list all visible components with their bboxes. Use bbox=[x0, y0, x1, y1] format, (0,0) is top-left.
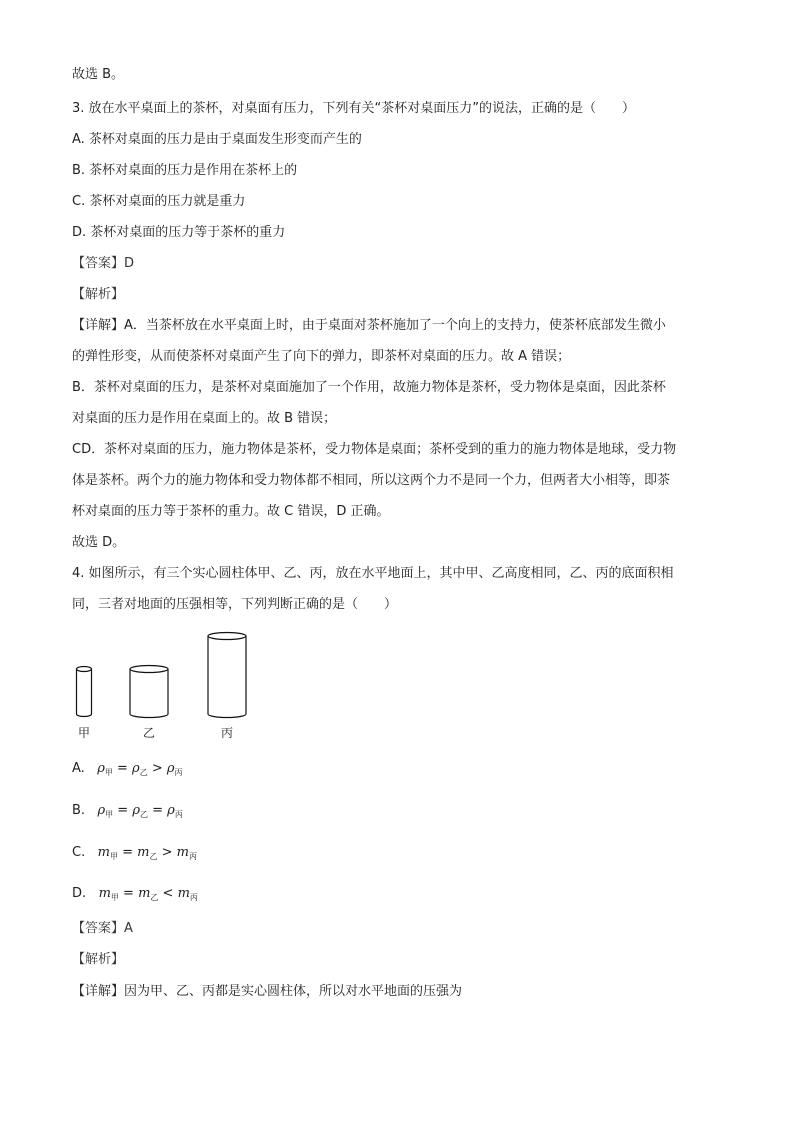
question-4-stem: 同，三者对地面的压强相等，下列判断正确的是（ ） bbox=[72, 597, 398, 612]
q3-detail-line: 【详解】A．当茶杯放在水平桌面上时，由于桌面对茶杯施加了一个向上的支持力，使茶杯底部发生微小 bbox=[72, 318, 666, 333]
q4-option-a: A. $\rho_甲 = \rho_乙 > \rho_丙$ bbox=[72, 761, 183, 777]
question-3-stem: 3. 放在水平桌面上的茶杯，对桌面有压力，下列有关“茶杯对桌面压力”的说法，正确的是（ ） bbox=[72, 101, 636, 116]
q3-detail-line: 杯对桌面的压力等于茶杯的重力。故 C 错误，D 正确。 bbox=[72, 504, 390, 519]
q3-detail-line: B．茶杯对桌面的压力，是茶杯对桌面施加了一个作用，故施力物体是茶杯，受力物体是桌面，因此茶杯 bbox=[72, 380, 666, 395]
text-line: 故选 D。 bbox=[72, 535, 126, 550]
q4-option-b: B. $\rho_甲 = \rho_乙 = \rho_丙$ bbox=[72, 803, 183, 819]
question-4-stem: 4. 如图所示，有三个实心圆柱体甲、乙、丙，放在水平地面上，其中甲、乙高度相同，乙、丙的底面积相 bbox=[72, 566, 674, 581]
cylinders-figure bbox=[66, 628, 256, 743]
q3-option-a: A. 茶杯对桌面的压力是由于桌面发生形变而产生的 bbox=[72, 132, 362, 147]
label-bing: 丙 bbox=[220, 726, 233, 740]
q3-detail-line: 对桌面的压力是作用在桌面上的。故 B 错误； bbox=[72, 411, 337, 426]
q3-answer: 【答案】D bbox=[72, 256, 135, 271]
cylinder-yi bbox=[130, 666, 168, 718]
q4-option-d: D. $m_甲 = m_乙 < m_丙$ bbox=[72, 886, 198, 902]
q3-detail-line: 的弹性形变，从而使茶杯对桌面产生了向下的弹力，即茶杯对桌面的压力。故 A 错误； bbox=[72, 349, 571, 364]
text-line: 故选 B。 bbox=[72, 67, 125, 82]
q4-detail-line: 【详解】因为甲、乙、丙都是实心圆柱体，所以对水平地面的压强为 bbox=[72, 984, 463, 999]
cylinder-jia bbox=[77, 667, 92, 717]
cylinder-bing bbox=[208, 633, 246, 718]
label-jia: 甲 bbox=[77, 726, 90, 740]
q3-detail-line: 体是茶杯。两个力的施力物体和受力物体都不相同，所以这两个力不是同一个力，但两者大小相等，即茶 bbox=[72, 473, 671, 488]
q4-answer: 【答案】A bbox=[72, 921, 133, 936]
q3-option-d: D. 茶杯对桌面的压力等于茶杯的重力 bbox=[72, 225, 286, 240]
label-yi: 乙 bbox=[142, 726, 155, 740]
q3-analysis-heading: 【解析】 bbox=[72, 287, 125, 302]
q3-option-b: B. 茶杯对桌面的压力是作用在茶杯上的 bbox=[72, 163, 298, 178]
q3-option-c: C. 茶杯对桌面的压力就是重力 bbox=[72, 194, 246, 209]
cylinders-drawing bbox=[66, 628, 256, 728]
q4-option-c: C. $m_甲 = m_乙 > m_丙$ bbox=[72, 845, 197, 861]
q4-analysis-heading: 【解析】 bbox=[72, 952, 125, 967]
q3-detail-line: CD．茶杯对桌面的压力，施力物体是茶杯，受力物体是桌面；茶杯受到的重力的施力物体是地球，受力物 bbox=[72, 442, 677, 457]
